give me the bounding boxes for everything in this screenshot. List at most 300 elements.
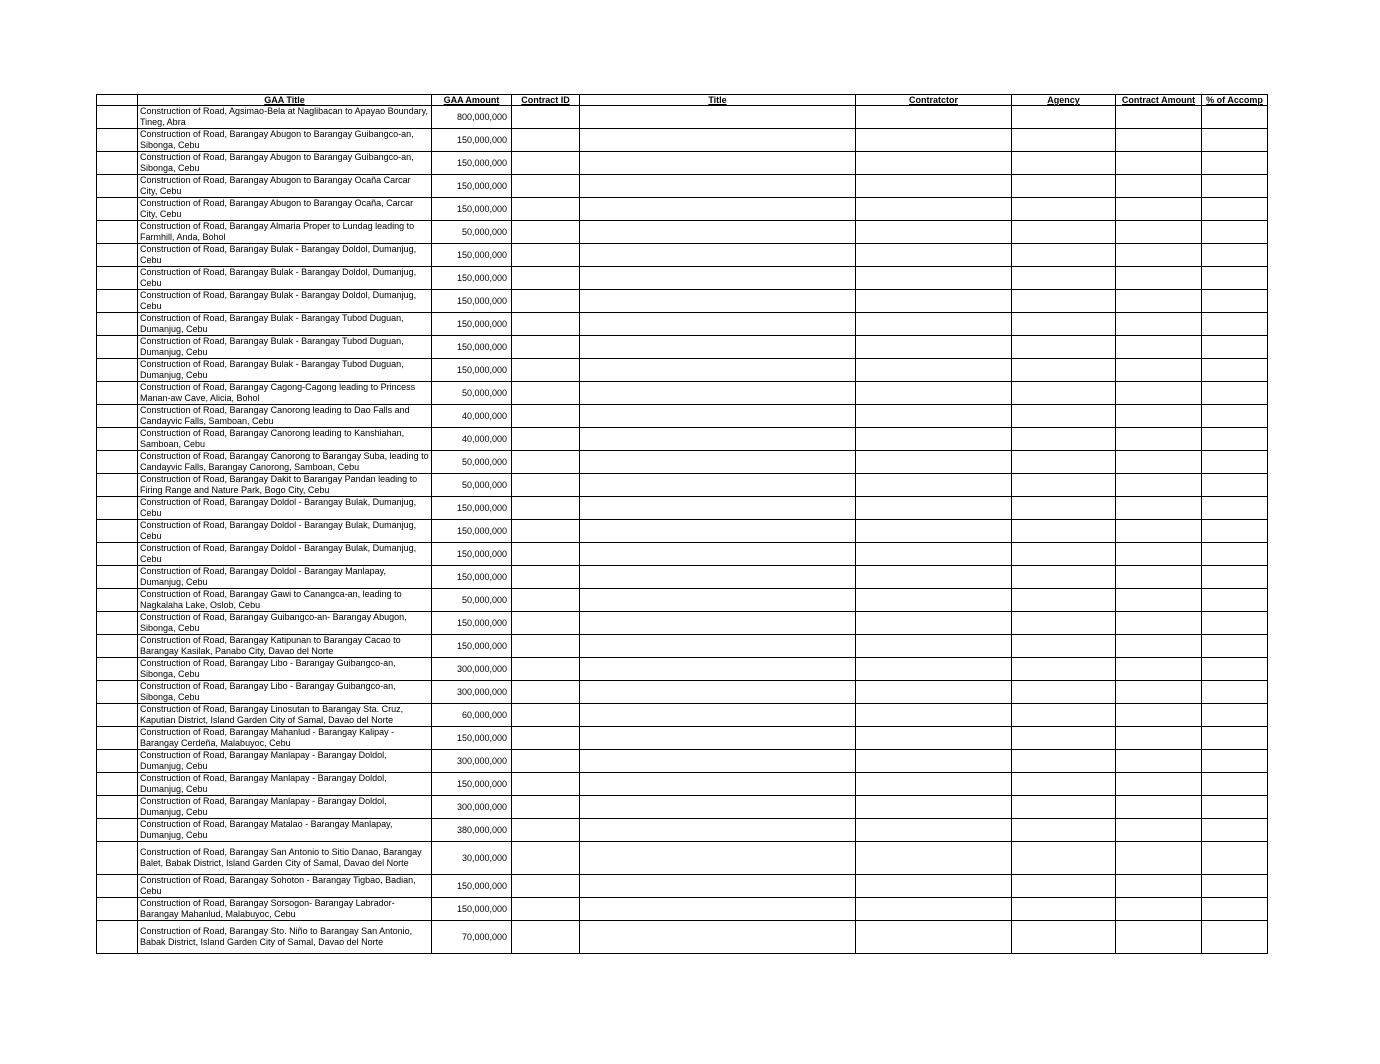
contract-id-cell bbox=[512, 497, 580, 520]
agency-cell bbox=[1012, 612, 1116, 635]
row-blank-cell bbox=[97, 267, 138, 290]
header-pct-accomp: % of Accomp bbox=[1202, 95, 1268, 106]
title-cell bbox=[580, 842, 856, 875]
contractor-cell bbox=[856, 152, 1012, 175]
row-blank-cell bbox=[97, 497, 138, 520]
gaa-title-cell: Construction of Road, Barangay Doldol - Barangay Bulak, Dumanjug, Cebu bbox=[138, 497, 432, 520]
contract-id-cell bbox=[512, 267, 580, 290]
gaa-title-cell: Construction of Road, Barangay Bulak - Barangay Tubod Duguan, Dumanjug, Cebu bbox=[138, 336, 432, 359]
contractor-cell bbox=[856, 520, 1012, 543]
title-cell bbox=[580, 796, 856, 819]
table-row bbox=[97, 727, 1268, 750]
pct-accomp-cell bbox=[1202, 875, 1268, 898]
pct-accomp-cell bbox=[1202, 704, 1268, 727]
table-row bbox=[97, 750, 1268, 773]
gaa-title-cell: Construction of Road, Barangay Abugon to Barangay Guibangco-an, Sibonga, Cebu bbox=[138, 152, 432, 175]
contract-amount-cell bbox=[1116, 658, 1202, 681]
agency-cell bbox=[1012, 428, 1116, 451]
row-blank-cell bbox=[97, 704, 138, 727]
agency-cell bbox=[1012, 543, 1116, 566]
agency-cell bbox=[1012, 566, 1116, 589]
gaa-title-cell: Construction of Road, Barangay Cagong-Cagong leading to Princess Manan-aw Cave, Alicia, Bohol bbox=[138, 382, 432, 405]
pct-accomp-cell bbox=[1202, 543, 1268, 566]
pct-accomp-cell bbox=[1202, 658, 1268, 681]
contractor-cell bbox=[856, 819, 1012, 842]
contract-amount-cell bbox=[1116, 750, 1202, 773]
contractor-cell bbox=[856, 921, 1012, 954]
gaa-amount-cell: 70,000,000 bbox=[432, 921, 512, 954]
gaa-amount-cell: 150,000,000 bbox=[432, 313, 512, 336]
title-cell bbox=[580, 428, 856, 451]
gaa-title-cell: Construction of Road, Barangay Sto. Niño to Barangay San Antonio, Babak District, Island Garden City of Samal, Davao del Norte bbox=[138, 921, 432, 954]
title-cell bbox=[580, 898, 856, 921]
header-blank bbox=[97, 95, 138, 106]
row-blank-cell bbox=[97, 727, 138, 750]
title-cell bbox=[580, 520, 856, 543]
gaa-amount-cell: 300,000,000 bbox=[432, 658, 512, 681]
gaa-amount-cell: 150,000,000 bbox=[432, 198, 512, 221]
title-cell bbox=[580, 290, 856, 313]
gaa-amount-cell: 50,000,000 bbox=[432, 221, 512, 244]
agency-cell bbox=[1012, 796, 1116, 819]
contract-amount-cell bbox=[1116, 612, 1202, 635]
row-blank-cell bbox=[97, 221, 138, 244]
row-blank-cell bbox=[97, 152, 138, 175]
contract-amount-cell bbox=[1116, 704, 1202, 727]
header-gaa-amount: GAA Amount bbox=[432, 95, 512, 106]
contractor-cell bbox=[856, 359, 1012, 382]
title-cell bbox=[580, 359, 856, 382]
contractor-cell bbox=[856, 543, 1012, 566]
gaa-amount-cell: 150,000,000 bbox=[432, 152, 512, 175]
contract-id-cell bbox=[512, 359, 580, 382]
gaa-amount-cell: 150,000,000 bbox=[432, 898, 512, 921]
gaa-amount-cell: 150,000,000 bbox=[432, 612, 512, 635]
table-row bbox=[97, 359, 1268, 382]
contract-amount-cell bbox=[1116, 221, 1202, 244]
contractor-cell bbox=[856, 842, 1012, 875]
title-cell bbox=[580, 543, 856, 566]
contract-amount-cell bbox=[1116, 921, 1202, 954]
pct-accomp-cell bbox=[1202, 382, 1268, 405]
contractor-cell bbox=[856, 336, 1012, 359]
agency-cell bbox=[1012, 681, 1116, 704]
agency-cell bbox=[1012, 405, 1116, 428]
table-row bbox=[97, 589, 1268, 612]
gaa-title-cell: Construction of Road, Barangay Doldol - Barangay Manlapay, Dumanjug, Cebu bbox=[138, 566, 432, 589]
table-row bbox=[97, 267, 1268, 290]
gaa-title-cell: Construction of Road, Barangay Bulak - Barangay Tubod Duguan, Dumanjug, Cebu bbox=[138, 359, 432, 382]
table-body bbox=[97, 106, 1268, 954]
contractor-cell bbox=[856, 290, 1012, 313]
row-blank-cell bbox=[97, 129, 138, 152]
row-blank-cell bbox=[97, 612, 138, 635]
title-cell bbox=[580, 244, 856, 267]
contract-amount-cell bbox=[1116, 635, 1202, 658]
title-cell bbox=[580, 635, 856, 658]
table-row bbox=[97, 382, 1268, 405]
gaa-amount-cell: 150,000,000 bbox=[432, 727, 512, 750]
agency-cell bbox=[1012, 750, 1116, 773]
contract-amount-cell bbox=[1116, 382, 1202, 405]
contractor-cell bbox=[856, 221, 1012, 244]
contract-id-cell bbox=[512, 635, 580, 658]
table-row bbox=[97, 635, 1268, 658]
contract-amount-cell bbox=[1116, 566, 1202, 589]
row-blank-cell bbox=[97, 898, 138, 921]
contractor-cell bbox=[856, 658, 1012, 681]
pct-accomp-cell bbox=[1202, 796, 1268, 819]
gaa-amount-cell: 150,000,000 bbox=[432, 129, 512, 152]
table-row bbox=[97, 290, 1268, 313]
gaa-amount-cell: 150,000,000 bbox=[432, 267, 512, 290]
contract-id-cell bbox=[512, 152, 580, 175]
contract-id-cell bbox=[512, 520, 580, 543]
agency-cell bbox=[1012, 727, 1116, 750]
contractor-cell bbox=[856, 129, 1012, 152]
row-blank-cell bbox=[97, 175, 138, 198]
gaa-title-cell: Construction of Road, Barangay Almaria Proper to Lundag leading to Farmhill, Anda, Bohol bbox=[138, 221, 432, 244]
contract-amount-cell bbox=[1116, 359, 1202, 382]
table-row bbox=[97, 497, 1268, 520]
agency-cell bbox=[1012, 497, 1116, 520]
contract-amount-cell bbox=[1116, 152, 1202, 175]
contract-amount-cell bbox=[1116, 497, 1202, 520]
gaa-title-cell: Construction of Road, Barangay Bulak - Barangay Doldol, Dumanjug, Cebu bbox=[138, 267, 432, 290]
contract-id-cell bbox=[512, 336, 580, 359]
agency-cell bbox=[1012, 198, 1116, 221]
contract-id-cell bbox=[512, 382, 580, 405]
gaa-table bbox=[96, 94, 1268, 954]
gaa-title-cell: Construction of Road, Barangay Katipunan to Barangay Cacao to Barangay Kasilak, Panabo City, Davao del Norte bbox=[138, 635, 432, 658]
table-row bbox=[97, 898, 1268, 921]
pct-accomp-cell bbox=[1202, 267, 1268, 290]
contract-id-cell bbox=[512, 589, 580, 612]
gaa-title-cell: Construction of Road, Barangay Abugon to Barangay Ocaña Carcar City, Cebu bbox=[138, 175, 432, 198]
gaa-amount-cell: 150,000,000 bbox=[432, 875, 512, 898]
pct-accomp-cell bbox=[1202, 819, 1268, 842]
contractor-cell bbox=[856, 704, 1012, 727]
table-row bbox=[97, 875, 1268, 898]
gaa-amount-cell: 50,000,000 bbox=[432, 451, 512, 474]
header-contract-id: Contract ID bbox=[512, 95, 580, 106]
table-row bbox=[97, 681, 1268, 704]
agency-cell bbox=[1012, 129, 1116, 152]
gaa-amount-cell: 150,000,000 bbox=[432, 773, 512, 796]
gaa-amount-cell: 50,000,000 bbox=[432, 589, 512, 612]
title-cell bbox=[580, 875, 856, 898]
contract-amount-cell bbox=[1116, 773, 1202, 796]
gaa-title-cell: Construction of Road, Barangay Libo - Barangay Guibangco-an, Sibonga, Cebu bbox=[138, 658, 432, 681]
pct-accomp-cell bbox=[1202, 520, 1268, 543]
gaa-title-cell: Construction of Road, Barangay Canorong to Barangay Suba, leading to Candayvic Falls, Barangay Canorong, Samboan, Cebu bbox=[138, 451, 432, 474]
contractor-cell bbox=[856, 198, 1012, 221]
gaa-amount-cell: 300,000,000 bbox=[432, 796, 512, 819]
gaa-amount-cell: 50,000,000 bbox=[432, 382, 512, 405]
pct-accomp-cell bbox=[1202, 129, 1268, 152]
row-blank-cell bbox=[97, 198, 138, 221]
contract-id-cell bbox=[512, 727, 580, 750]
header-gaa-title: GAA Title bbox=[138, 95, 432, 106]
agency-cell bbox=[1012, 520, 1116, 543]
table-row bbox=[97, 221, 1268, 244]
row-blank-cell bbox=[97, 750, 138, 773]
contractor-cell bbox=[856, 566, 1012, 589]
row-blank-cell bbox=[97, 382, 138, 405]
pct-accomp-cell bbox=[1202, 336, 1268, 359]
contract-id-cell bbox=[512, 451, 580, 474]
title-cell bbox=[580, 152, 856, 175]
pct-accomp-cell bbox=[1202, 451, 1268, 474]
contract-amount-cell bbox=[1116, 290, 1202, 313]
gaa-title-cell: Construction of Road, Barangay Sorsogon- Barangay Labrador-Barangay Mahanlud, Malabuyoc, Cebu bbox=[138, 898, 432, 921]
title-cell bbox=[580, 921, 856, 954]
contract-amount-cell bbox=[1116, 842, 1202, 875]
contractor-cell bbox=[856, 750, 1012, 773]
contract-id-cell bbox=[512, 129, 580, 152]
title-cell bbox=[580, 704, 856, 727]
title-cell bbox=[580, 382, 856, 405]
table-row bbox=[97, 543, 1268, 566]
row-blank-cell bbox=[97, 842, 138, 875]
agency-cell bbox=[1012, 819, 1116, 842]
title-cell bbox=[580, 405, 856, 428]
contract-amount-cell bbox=[1116, 106, 1202, 129]
title-cell bbox=[580, 474, 856, 497]
table-row bbox=[97, 405, 1268, 428]
contract-id-cell bbox=[512, 290, 580, 313]
title-cell bbox=[580, 819, 856, 842]
contractor-cell bbox=[856, 589, 1012, 612]
row-blank-cell bbox=[97, 405, 138, 428]
table-row bbox=[97, 152, 1268, 175]
gaa-title-cell: Construction of Road, Barangay Manlapay - Barangay Doldol, Dumanjug, Cebu bbox=[138, 796, 432, 819]
title-cell bbox=[580, 451, 856, 474]
title-cell bbox=[580, 336, 856, 359]
gaa-title-cell: Construction of Road, Barangay Bulak - Barangay Tubod Duguan, Dumanjug, Cebu bbox=[138, 313, 432, 336]
gaa-amount-cell: 150,000,000 bbox=[432, 497, 512, 520]
contract-id-cell bbox=[512, 244, 580, 267]
gaa-amount-cell: 150,000,000 bbox=[432, 359, 512, 382]
agency-cell bbox=[1012, 290, 1116, 313]
gaa-title-cell: Construction of Road, Barangay Doldol - Barangay Bulak, Dumanjug, Cebu bbox=[138, 520, 432, 543]
gaa-title-cell: Construction of Road, Barangay Canorong leading to Kanshiahan, Samboan, Cebu bbox=[138, 428, 432, 451]
header-row bbox=[97, 95, 1268, 106]
pct-accomp-cell bbox=[1202, 198, 1268, 221]
agency-cell bbox=[1012, 244, 1116, 267]
row-blank-cell bbox=[97, 336, 138, 359]
table-row bbox=[97, 336, 1268, 359]
row-blank-cell bbox=[97, 428, 138, 451]
title-cell bbox=[580, 221, 856, 244]
contract-id-cell bbox=[512, 313, 580, 336]
agency-cell bbox=[1012, 359, 1116, 382]
pct-accomp-cell bbox=[1202, 497, 1268, 520]
agency-cell bbox=[1012, 898, 1116, 921]
table-row bbox=[97, 612, 1268, 635]
row-blank-cell bbox=[97, 635, 138, 658]
contract-amount-cell bbox=[1116, 336, 1202, 359]
contractor-cell bbox=[856, 244, 1012, 267]
gaa-amount-cell: 50,000,000 bbox=[432, 474, 512, 497]
pct-accomp-cell bbox=[1202, 474, 1268, 497]
contract-amount-cell bbox=[1116, 267, 1202, 290]
contract-id-cell bbox=[512, 796, 580, 819]
pct-accomp-cell bbox=[1202, 921, 1268, 954]
pct-accomp-cell bbox=[1202, 773, 1268, 796]
agency-cell bbox=[1012, 451, 1116, 474]
pct-accomp-cell bbox=[1202, 727, 1268, 750]
contract-amount-cell bbox=[1116, 198, 1202, 221]
pct-accomp-cell bbox=[1202, 589, 1268, 612]
table-row bbox=[97, 175, 1268, 198]
gaa-title-cell: Construction of Road, Barangay Matalao - Barangay Manlapay, Dumanjug, Cebu bbox=[138, 819, 432, 842]
agency-cell bbox=[1012, 313, 1116, 336]
table-row bbox=[97, 658, 1268, 681]
title-cell bbox=[580, 750, 856, 773]
gaa-title-cell: Construction of Road, Barangay Abugon to Barangay Guibangco-an, Sibonga, Cebu bbox=[138, 129, 432, 152]
contract-amount-cell bbox=[1116, 681, 1202, 704]
contract-amount-cell bbox=[1116, 313, 1202, 336]
table-row bbox=[97, 474, 1268, 497]
contractor-cell bbox=[856, 267, 1012, 290]
row-blank-cell bbox=[97, 244, 138, 267]
gaa-title-cell: Construction of Road, Barangay Guibangco-an- Barangay Abugon, Sibonga, Cebu bbox=[138, 612, 432, 635]
pct-accomp-cell bbox=[1202, 898, 1268, 921]
gaa-title-cell: Construction of Road, Barangay San Antonio to Sitio Danao, Barangay Balet, Babak District, Island Garden City of Samal, Davao del Norte bbox=[138, 842, 432, 875]
title-cell bbox=[580, 681, 856, 704]
table-row bbox=[97, 129, 1268, 152]
pct-accomp-cell bbox=[1202, 428, 1268, 451]
row-blank-cell bbox=[97, 106, 138, 129]
contractor-cell bbox=[856, 474, 1012, 497]
title-cell bbox=[580, 497, 856, 520]
row-blank-cell bbox=[97, 543, 138, 566]
contract-amount-cell bbox=[1116, 589, 1202, 612]
gaa-title-cell: Construction of Road, Barangay Dakit to Barangay Pandan leading to Firing Range and Nature Park, Bogo City, Cebu bbox=[138, 474, 432, 497]
gaa-title-cell: Construction of Road, Barangay Bulak - Barangay Doldol, Dumanjug, Cebu bbox=[138, 244, 432, 267]
gaa-amount-cell: 300,000,000 bbox=[432, 681, 512, 704]
pct-accomp-cell bbox=[1202, 290, 1268, 313]
gaa-amount-cell: 30,000,000 bbox=[432, 842, 512, 875]
table-row bbox=[97, 704, 1268, 727]
pct-accomp-cell bbox=[1202, 359, 1268, 382]
row-blank-cell bbox=[97, 875, 138, 898]
gaa-amount-cell: 40,000,000 bbox=[432, 405, 512, 428]
row-blank-cell bbox=[97, 589, 138, 612]
gaa-amount-cell: 150,000,000 bbox=[432, 566, 512, 589]
contract-id-cell bbox=[512, 175, 580, 198]
agency-cell bbox=[1012, 875, 1116, 898]
contract-id-cell bbox=[512, 704, 580, 727]
contract-amount-cell bbox=[1116, 520, 1202, 543]
pct-accomp-cell bbox=[1202, 566, 1268, 589]
contract-id-cell bbox=[512, 474, 580, 497]
contract-amount-cell bbox=[1116, 875, 1202, 898]
contractor-cell bbox=[856, 727, 1012, 750]
table-row bbox=[97, 198, 1268, 221]
contract-amount-cell bbox=[1116, 129, 1202, 152]
row-blank-cell bbox=[97, 359, 138, 382]
gaa-amount-cell: 150,000,000 bbox=[432, 244, 512, 267]
contract-id-cell bbox=[512, 612, 580, 635]
pct-accomp-cell bbox=[1202, 681, 1268, 704]
contract-id-cell bbox=[512, 681, 580, 704]
row-blank-cell bbox=[97, 921, 138, 954]
contractor-cell bbox=[856, 106, 1012, 129]
row-blank-cell bbox=[97, 474, 138, 497]
row-blank-cell bbox=[97, 566, 138, 589]
title-cell bbox=[580, 727, 856, 750]
agency-cell bbox=[1012, 589, 1116, 612]
header-contract-amount: Contract Amount bbox=[1116, 95, 1202, 106]
gaa-title-cell: Construction of Road, Barangay Canorong leading to Dao Falls and Candayvic Falls, Samboan, Cebu bbox=[138, 405, 432, 428]
gaa-title-cell: Construction of Road, Barangay Linosutan to Barangay Sta. Cruz, Kaputian District, Island Garden City of Samal, Davao del Norte bbox=[138, 704, 432, 727]
table-row bbox=[97, 773, 1268, 796]
contract-id-cell bbox=[512, 658, 580, 681]
contractor-cell bbox=[856, 773, 1012, 796]
pct-accomp-cell bbox=[1202, 612, 1268, 635]
contractor-cell bbox=[856, 405, 1012, 428]
table-row bbox=[97, 428, 1268, 451]
gaa-title-cell: Construction of Road, Barangay Sohoton - Barangay Tigbao, Badian, Cebu bbox=[138, 875, 432, 898]
title-cell bbox=[580, 612, 856, 635]
agency-cell bbox=[1012, 106, 1116, 129]
contract-amount-cell bbox=[1116, 727, 1202, 750]
gaa-amount-cell: 150,000,000 bbox=[432, 543, 512, 566]
row-blank-cell bbox=[97, 658, 138, 681]
contract-amount-cell bbox=[1116, 796, 1202, 819]
gaa-amount-cell: 800,000,000 bbox=[432, 106, 512, 129]
gaa-amount-cell: 150,000,000 bbox=[432, 175, 512, 198]
row-blank-cell bbox=[97, 681, 138, 704]
gaa-amount-cell: 150,000,000 bbox=[432, 336, 512, 359]
pct-accomp-cell bbox=[1202, 842, 1268, 875]
title-cell bbox=[580, 313, 856, 336]
gaa-title-cell: Construction of Road, Barangay Manlapay - Barangay Doldol, Dumanjug, Cebu bbox=[138, 750, 432, 773]
contract-id-cell bbox=[512, 428, 580, 451]
gaa-title-cell: Construction of Road, Agsimao-Bela at Naglibacan to Apayao Boundary, Tineg, Abra bbox=[138, 106, 432, 129]
contractor-cell bbox=[856, 175, 1012, 198]
row-blank-cell bbox=[97, 819, 138, 842]
contract-amount-cell bbox=[1116, 405, 1202, 428]
agency-cell bbox=[1012, 221, 1116, 244]
contractor-cell bbox=[856, 497, 1012, 520]
agency-cell bbox=[1012, 474, 1116, 497]
gaa-title-cell: Construction of Road, Barangay Abugon to Barangay Ocaña, Carcar City, Cebu bbox=[138, 198, 432, 221]
contract-id-cell bbox=[512, 198, 580, 221]
table-row bbox=[97, 520, 1268, 543]
gaa-amount-cell: 150,000,000 bbox=[432, 520, 512, 543]
contractor-cell bbox=[856, 635, 1012, 658]
contract-amount-cell bbox=[1116, 428, 1202, 451]
agency-cell bbox=[1012, 773, 1116, 796]
contractor-cell bbox=[856, 428, 1012, 451]
pct-accomp-cell bbox=[1202, 221, 1268, 244]
contract-id-cell bbox=[512, 405, 580, 428]
table-row bbox=[97, 796, 1268, 819]
contract-id-cell bbox=[512, 543, 580, 566]
table-row bbox=[97, 244, 1268, 267]
gaa-amount-cell: 150,000,000 bbox=[432, 635, 512, 658]
contract-id-cell bbox=[512, 875, 580, 898]
contractor-cell bbox=[856, 451, 1012, 474]
title-cell bbox=[580, 198, 856, 221]
contract-id-cell bbox=[512, 773, 580, 796]
row-blank-cell bbox=[97, 520, 138, 543]
pct-accomp-cell bbox=[1202, 175, 1268, 198]
table-row bbox=[97, 566, 1268, 589]
